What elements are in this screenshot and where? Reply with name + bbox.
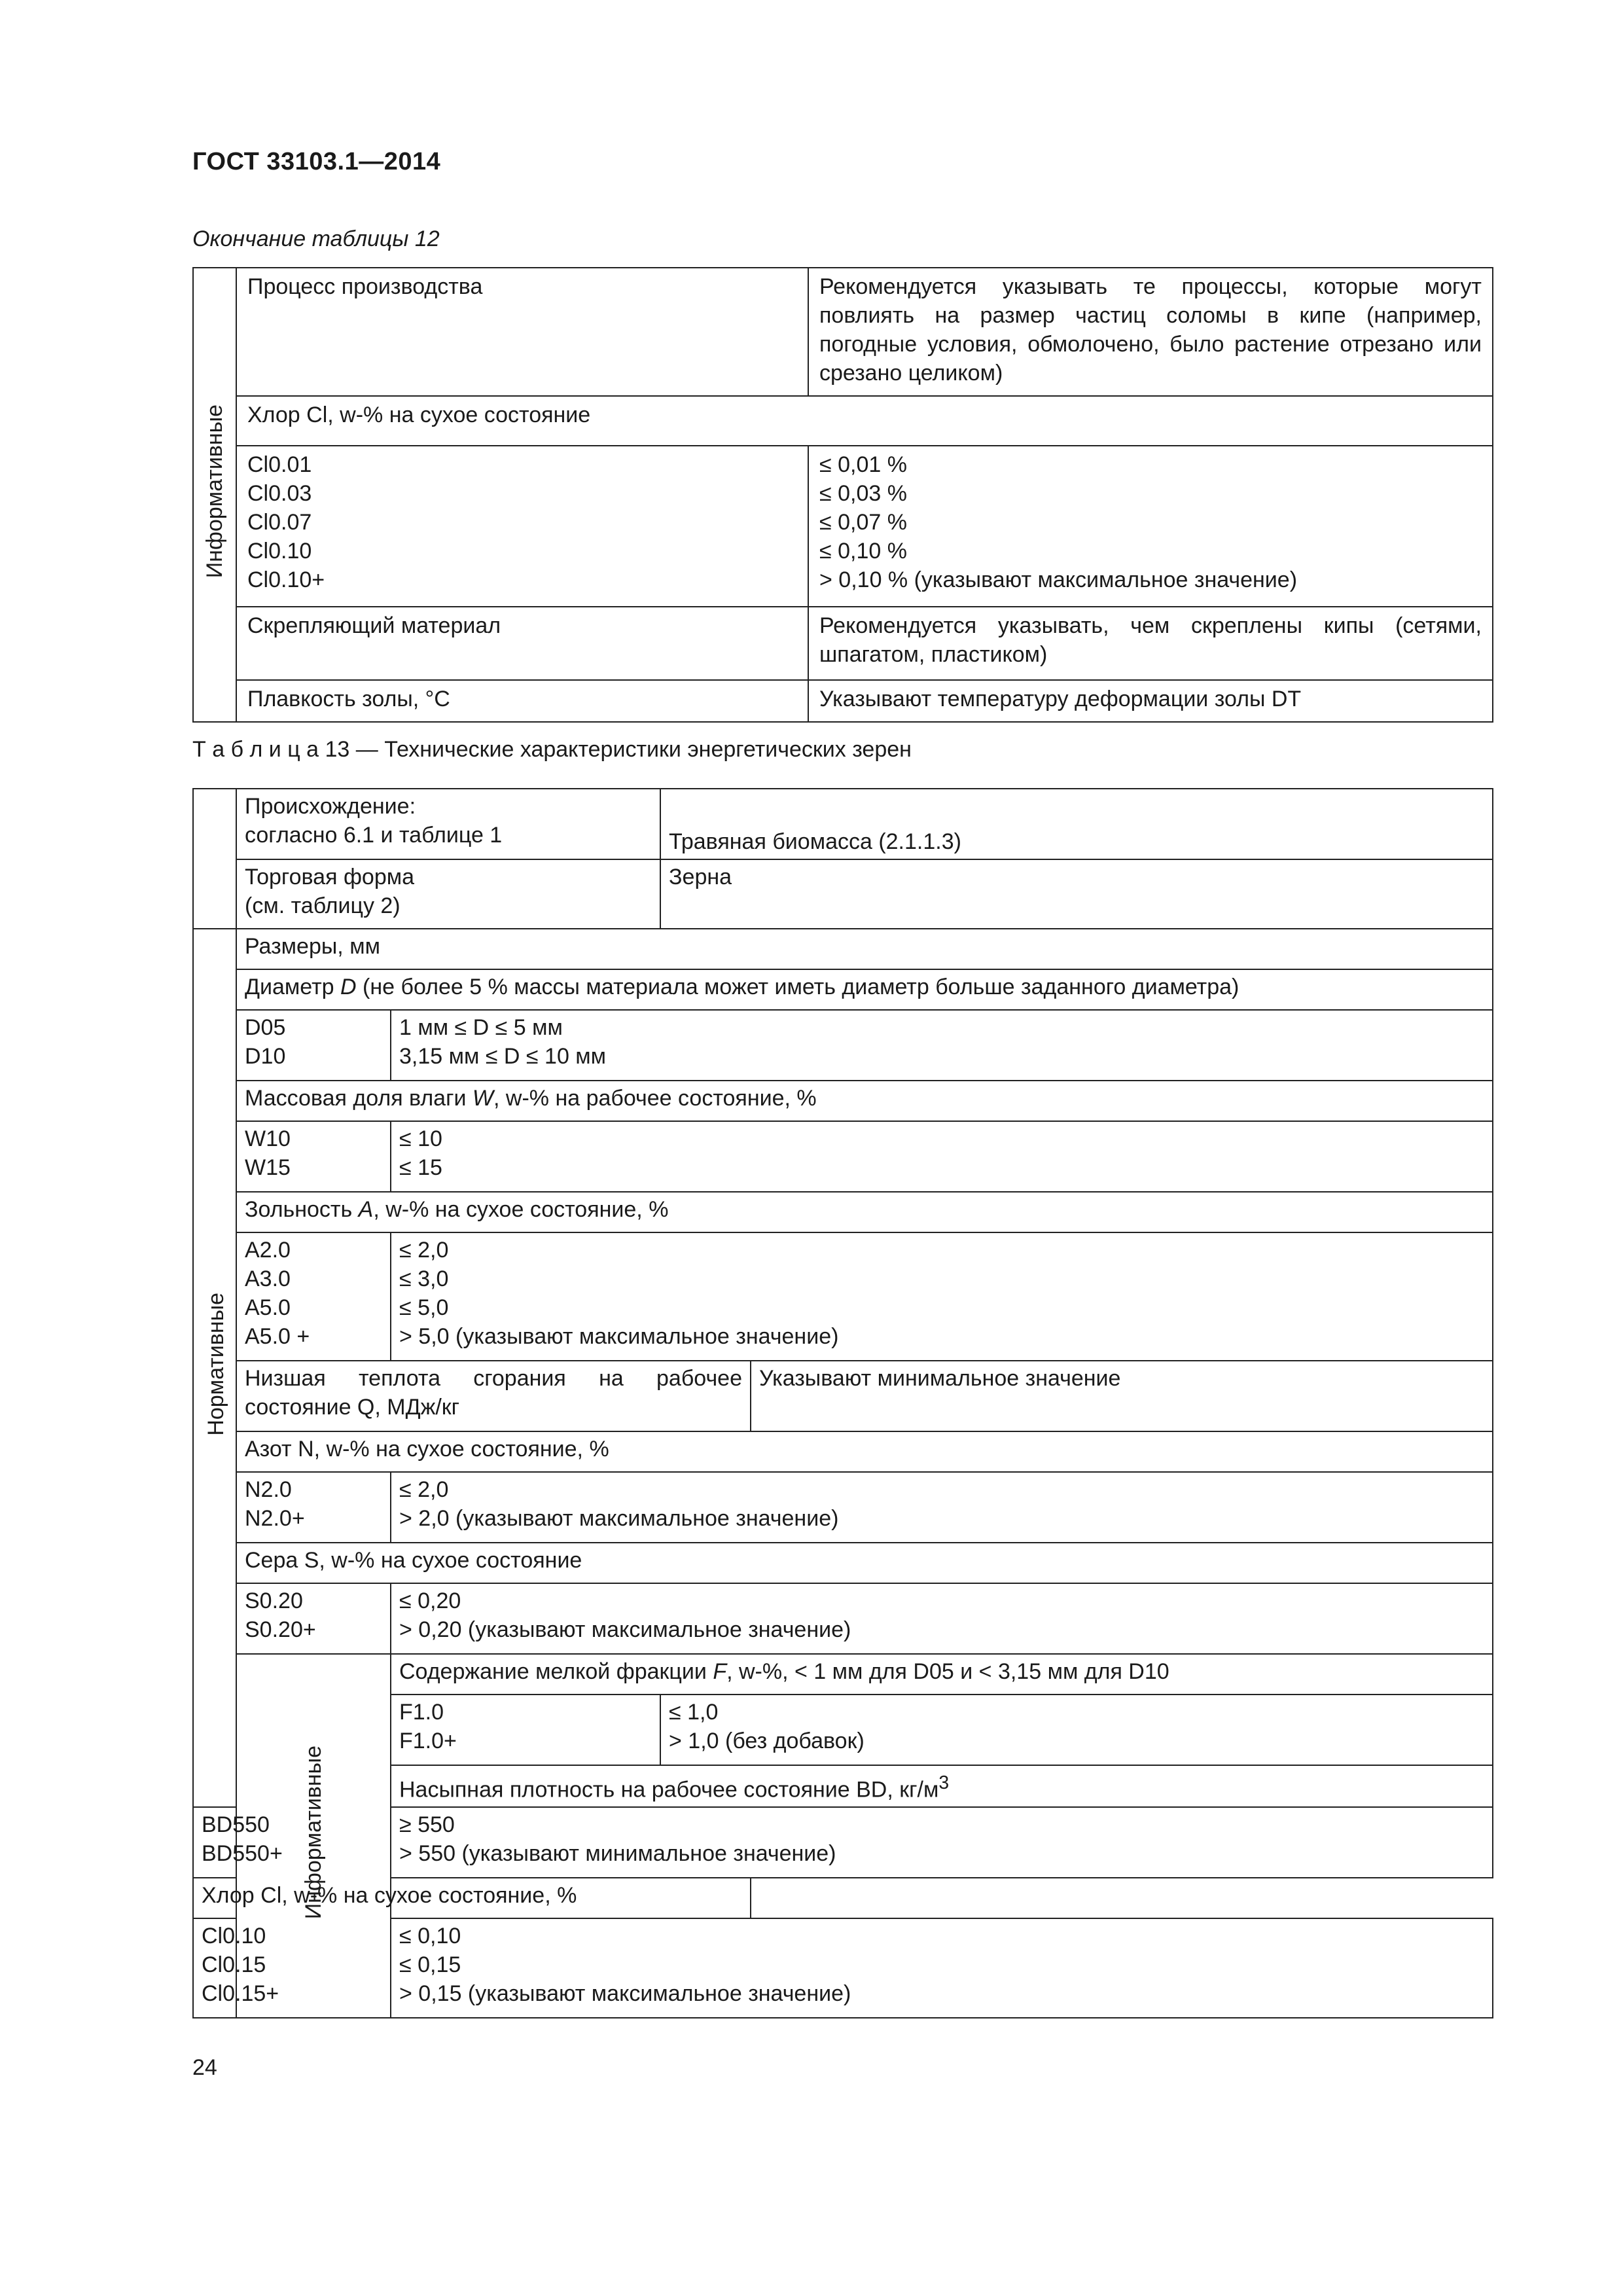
ash-melting-value: Указывают температуру деформации золы DT [808,680,1493,722]
unit-superscript: 3 [938,1772,950,1793]
sulfur-values: ≤ 0,20 > 0,20 (указывают максимальное значение) [391,1583,1493,1654]
table-row [193,1081,1493,1121]
table-row [193,1121,1493,1192]
sulfur-classes: S0.20 S0.20+ [236,1583,391,1654]
nitrogen-header: Азот N, w-% на сухое состояние, % [236,1431,1493,1472]
chlorine-values: ≤ 0,01 % ≤ 0,03 % ≤ 0,07 % ≤ 0,10 % > 0,10 % (указывают максимальное значение) [808,446,1493,607]
table-row [193,859,1493,929]
diameter-values: 1 мм ≤ D ≤ 5 мм 3,15 мм ≤ D ≤ 10 мм [391,1010,1493,1081]
origin-value: Травяная биомасса (2.1.1.3) [660,789,1493,859]
table-row [193,1543,1493,1583]
bulk-density-classes: BD550 BD550+ [193,1807,236,1878]
diameter-header: Диаметр D (не более 5 % массы материала может иметь диаметр больше заданного диаметра) [236,969,1493,1010]
nitrogen-classes: N2.0 N2.0+ [236,1472,391,1543]
moisture-values: ≤ 10 ≤ 15 [391,1121,1493,1192]
table-row [193,1361,1493,1431]
fines-values: ≤ 1,0 > 1,0 (без добавок) [660,1695,1493,1765]
table-row [193,607,1493,680]
informative-side-label [193,268,236,722]
binding-material-label: Скрепляющий материал [236,607,808,680]
fines-header: Содержание мелкой фракции F, w-%, < 1 мм для D05 и < 3,15 мм для D10 [391,1654,1493,1695]
chlorine-header: Хлор Cl, w-% на сухое состояние [236,396,1493,446]
table-row [193,789,1493,859]
diameter-classes: D05 D10 [236,1010,391,1081]
bulk-density-values: ≥ 550 > 550 (указывают минимальное значение) [391,1807,1493,1878]
bulk-density-header: Насыпная плотность на рабочее состояние BD, $кг/м^3$ [391,1765,1493,1807]
table-row [193,969,1493,1010]
ash-melting-label: Плавкость золы, °С [236,680,808,722]
chlorine-classes: Cl0.01 Cl0.03 Cl0.07 Cl0.10 Cl0.10+ [236,446,808,607]
ash-values: ≤ 2,0 ≤ 3,0 ≤ 5,0 > 5,0 (указывают максимальное значение) [391,1232,1493,1361]
table-row [193,396,1493,446]
moisture-header: Массовая доля влаги W, w-% на рабочее состояние, % [236,1081,1493,1121]
table12-caption: Окончание таблицы 12 [192,226,440,251]
table-row [193,1232,1493,1361]
normative-side-label [193,929,236,1807]
table-row [193,1010,1493,1081]
heat-value-label: Низшая теплота сгорания на рабочее состояние Q, МДж/кг [236,1361,751,1431]
chlorine-values: ≤ 0,10 ≤ 0,15 > 0,15 (указывают максимальное значение) [391,1918,1493,2018]
document-title: ГОСТ 33103.1—2014 [192,148,441,175]
table13-caption: Т а б л и ц а 13 — Технические характеристики энергетических зерен [192,737,912,762]
ash-header: Зольность A, w-% на сухое состояние, % [236,1192,1493,1232]
sulfur-header: Сера S, w-% на сухое состояние [236,1543,1493,1583]
table-12 [192,267,1493,723]
side-label-text: Нормативные [204,1293,228,1436]
fines-classes: F1.0 F1.0+ [391,1695,660,1765]
table-row [193,1472,1493,1543]
table-13 [192,788,1493,2018]
table-row [193,1431,1493,1472]
side-label-text: Информативные [301,1746,326,1920]
origin-label: Происхождение: согласно 6.1 и таблице 1 [236,789,660,859]
table-row [193,929,1493,969]
chlorine-classes: Cl0.10 Cl0.15 Cl0.15+ [193,1918,236,2018]
trade-form-label: Торговая форма (см. таблицу 2) [236,859,660,929]
side-label-text: Информативные [202,404,227,579]
binding-material-value: Рекомендуется указывать, чем скреплены кипы (сетями, шпагатом, пластиком) [808,607,1493,680]
table-row [193,1654,1493,1695]
heat-value-value: Указывают минимальное значение [751,1361,1493,1431]
chlorine-header: Хлор Cl, w-% на сухое состояние, % [193,1878,751,1918]
page-number: 24 [192,2055,217,2080]
empty-side-cell [193,789,236,929]
ash-classes: A2.0 A3.0 A5.0 A5.0 + [236,1232,391,1361]
trade-form-value: Зерна [660,859,1493,929]
process-value: Рекомендуется указывать те процессы, которые могут повлиять на размер частиц соломы в кипе (например, погодные условия, обмолочено, было растение отрезано или срезано целиком) [808,268,1493,396]
table-row [193,1192,1493,1232]
table-row [193,446,1493,607]
table-row [193,1583,1493,1654]
moisture-classes: W10 W15 [236,1121,391,1192]
process-label: Процесс производства [236,268,808,396]
dimensions-header: Размеры, мм [236,929,1493,969]
table-row [193,268,1493,396]
table-row [193,1878,1493,1918]
nitrogen-values: ≤ 2,0 > 2,0 (указывают максимальное значение) [391,1472,1493,1543]
table-row [193,680,1493,722]
